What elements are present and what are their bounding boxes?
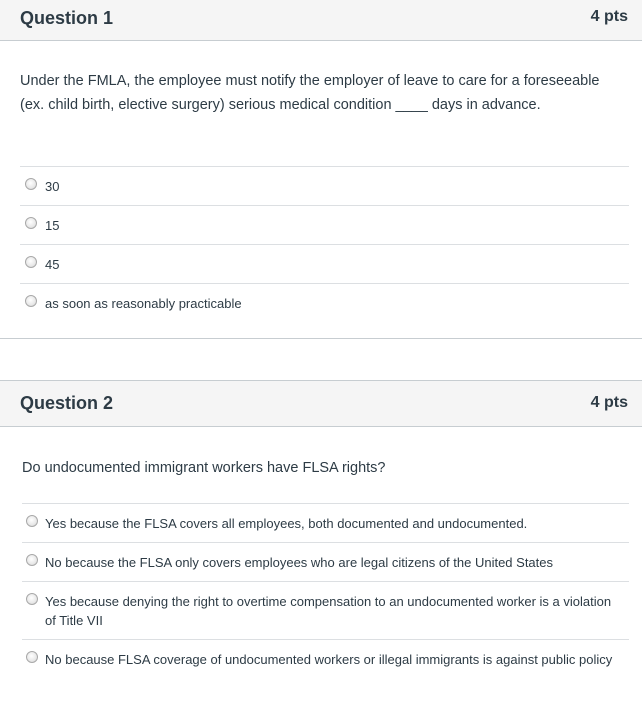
answer-option[interactable] [22,582,629,640]
radio-button[interactable] [25,295,37,307]
answer-option[interactable] [22,640,629,678]
question-points: 4 pts [590,394,628,411]
answer-option[interactable] [22,543,629,582]
question-points: 4 pts [590,8,628,25]
question-title: Question 1 [20,8,114,28]
answer-option[interactable] [20,206,629,245]
answer-list [22,503,629,678]
answer-label: Yes because the FLSA covers all employees, both documented and undocumented. [45,516,528,531]
answer-label: 30 [45,179,60,194]
answer-option[interactable] [22,504,629,543]
question-text: Under the FMLA, the employee must notify the employer of leave to care for a foreseeable (ex. child birth, elective surgery) serious medical condition ____ days in advance. [20,73,600,113]
radio-button[interactable] [26,651,38,663]
answer-label: No because FLSA coverage of undocumented workers or illegal immigrants is against public policy [45,652,613,667]
radio-button[interactable] [26,515,38,527]
radio-button[interactable] [25,217,37,229]
question-2 [0,380,642,714]
answer-option[interactable] [20,284,629,322]
answer-label: as soon as reasonably practicable [45,296,242,311]
answer-label: No because the FLSA only covers employees who are legal citizens of the United States [45,555,554,570]
answer-label: 15 [45,218,60,233]
question-header [0,381,642,427]
answer-label: Yes because denying the right to overtime compensation to an undocumented worker is a violation of Title VII [45,594,612,628]
radio-button[interactable] [25,178,37,190]
answer-label: 45 [45,257,60,272]
radio-button[interactable] [26,593,38,605]
question-text: Do undocumented immigrant workers have FLSA rights? [22,460,386,476]
question-header [0,0,642,41]
question-1 [0,0,642,339]
answer-option[interactable] [20,167,629,206]
answer-option[interactable] [20,245,629,284]
answer-list [20,166,629,322]
radio-button[interactable] [25,256,37,268]
question-title: Question 2 [20,393,114,413]
radio-button[interactable] [26,554,38,566]
